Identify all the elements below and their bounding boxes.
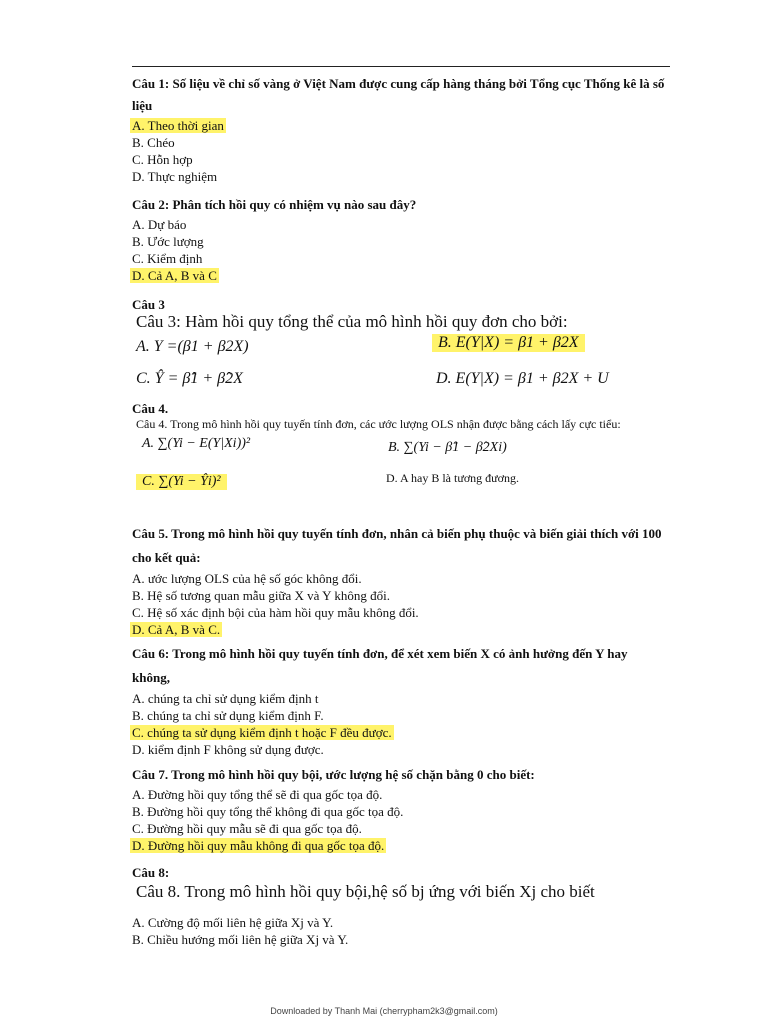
question-4-option-c: C. ∑(Yi − Ŷi)² <box>136 474 227 490</box>
question-1-option-b: B. Chéo <box>132 135 175 150</box>
question-3-option-c: C. Ŷ = β̂1 + β̂2X <box>136 370 243 387</box>
question-8-options <box>132 914 348 948</box>
question-7 <box>132 764 672 854</box>
question-3-option-a: A. Y =(β1 + β2X) <box>136 338 249 355</box>
question-4-label: Câu 4. <box>132 401 169 416</box>
question-2 <box>132 194 672 284</box>
question-2-option-c: C. Kiểm định <box>132 251 203 266</box>
question-5-option-b: B. Hệ số tương quan mẫu giữa X và Y không đổi. <box>132 588 390 603</box>
question-4-option-b: B. ∑(Yi − β̂1 − β̂2Xi) <box>388 440 507 455</box>
question-7-option-c: C. Đường hồi quy mẫu sẽ đi qua gốc tọa độ. <box>132 821 362 836</box>
question-5-option-c: C. Hệ số xác định bội của hàm hồi quy mẫu không đổi. <box>132 605 419 620</box>
question-6-option-c: C. chúng ta sử dụng kiểm định t hoặc F đều được. <box>132 725 392 740</box>
question-3-option-b: B. E(Y|X) = β1 + β2X <box>432 334 585 352</box>
question-8-option-a: A. Cường độ mối liên hệ giữa Xj và Y. <box>132 915 334 930</box>
question-8-option-b: B. Chiều hướng mối liên hệ giữa Xj và Y. <box>132 932 349 947</box>
question-5-option-d: D. Cả A, B và C. <box>132 622 221 637</box>
question-6 <box>132 642 662 758</box>
question-3-option-d: D. E(Y|X) = β1 + β2X + U <box>436 370 609 387</box>
question-2-option-a: A. Dự báo <box>132 217 187 232</box>
question-1-option-c: C. Hỗn hợp <box>132 152 193 167</box>
question-2-option-b: B. Ước lượng <box>132 234 204 249</box>
question-7-option-a: A. Đường hồi quy tổng thể sẽ đi qua gốc tọa độ. <box>132 787 383 802</box>
question-6-title: Câu 6: Trong mô hình hồi quy tuyến tính đơn, để xét xem biến X có ảnh hưởng đến Y hay không, <box>132 646 628 685</box>
question-4-option-a: A. ∑(Yi − E(Y|Xi))² <box>142 436 251 451</box>
question-5-option-a: A. ước lượng OLS của hệ số góc không đổi. <box>132 571 362 586</box>
question-6-option-b: B. chúng ta chỉ sử dụng kiểm định F. <box>132 708 324 723</box>
question-7-title: Câu 7. Trong mô hình hồi quy bội, ước lượng hệ số chặn bằng 0 cho biết: <box>132 767 535 782</box>
question-8-label-wrap <box>132 862 169 884</box>
question-2-title: Câu 2: Phân tích hồi quy có nhiệm vụ nào sau đây? <box>132 197 417 212</box>
question-4-image-title: Câu 4. Trong mô hình hồi quy tuyến tính đơn, các ước lượng OLS nhận được bằng cách lấy cực tiểu: <box>136 417 621 431</box>
question-5-title: Câu 5. Trong mô hình hồi quy tuyến tính đơn, nhân cả biến phụ thuộc và biến giải thích với 100 cho kết quả: <box>132 526 662 565</box>
question-2-option-d: D. Cả A, B và C <box>132 268 217 283</box>
question-1-title: Câu 1: Số liệu về chỉ số vàng ở Việt Nam được cung cấp hàng tháng bởi Tổng cục Thống kê là số liệu <box>132 76 665 113</box>
question-1-option-a: A. Theo thời gian <box>132 118 224 133</box>
question-1 <box>132 73 672 185</box>
question-5 <box>132 522 677 638</box>
question-4-option-d: D. A hay B là tương đương. <box>386 471 520 485</box>
question-3-image-title: Câu 3: Hàm hồi quy tổng thể của mô hình hồi quy đơn cho bởi: <box>136 312 568 331</box>
question-3-label: Câu 3 <box>132 297 165 312</box>
question-6-option-a: A. chúng ta chỉ sử dụng kiểm định t <box>132 691 319 706</box>
download-footer: Downloaded by Thanh Mai (cherrypham2k3@gmail.com) <box>270 1006 498 1016</box>
top-rule <box>132 66 670 67</box>
question-6-option-d: D. kiểm định F không sử dụng được. <box>132 742 324 757</box>
question-7-option-d: D. Đường hồi quy mẫu không đi qua gốc tọa độ. <box>132 838 385 853</box>
question-8-image-title: Câu 8. Trong mô hình hồi quy bội,hệ số bj ứng với biến Xj cho biết <box>136 882 595 901</box>
question-1-option-d: D. Thực nghiệm <box>132 169 218 184</box>
question-7-option-b: B. Đường hồi quy tổng thể không đi qua gốc tọa độ. <box>132 804 404 819</box>
question-8-label: Câu 8: <box>132 865 170 880</box>
